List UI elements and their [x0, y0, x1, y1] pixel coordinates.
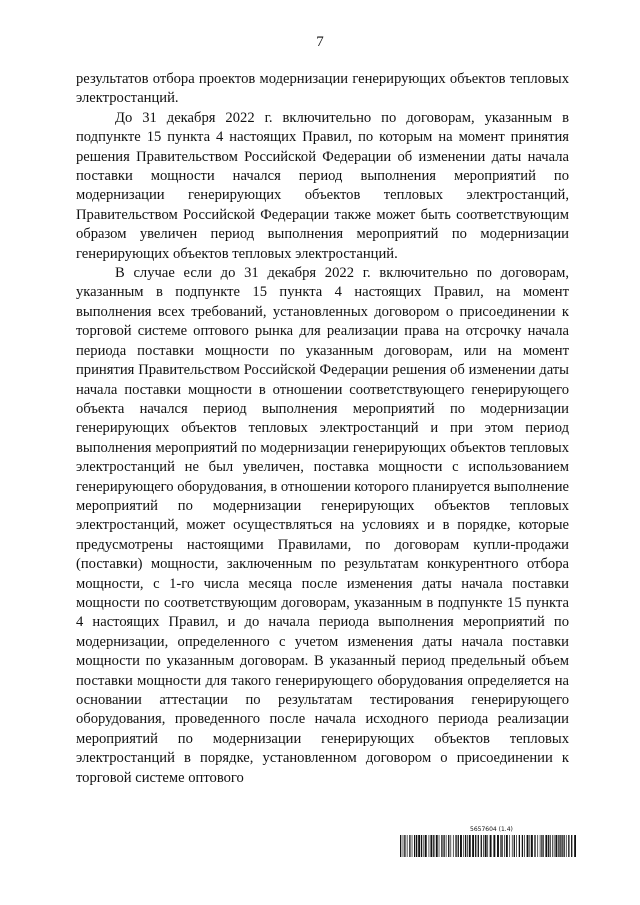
page-number: 7: [316, 34, 324, 50]
document-body: [76, 70, 569, 788]
paragraph-continuation: результатов отбора проектов модернизации генерирующих объектов тепловых электростанций.: [76, 71, 569, 107]
barcode-block: [400, 826, 576, 860]
barcode-caption: 5657604 (1.4): [470, 826, 513, 833]
paragraph: До 31 декабря 2022 г. включительно по договорам, указанным в подпункте 15 пункта 4 настоящих Правил, по которым на момент принятия решения Правительством Российской Федерации об изменении даты начала поставки мощности начался период выполнения мероприятий по модернизации генерирующих объектов тепловых электростанций, Правительством Российской Федерации также может быть соответствующим образом увеличен период выполнения мероприятий по модернизации генерирующих объектов тепловых электростанций.: [76, 109, 569, 262]
paragraph: В случае если до 31 декабря 2022 г. включительно по договорам, указанным в подпункте 15 пункта 4 настоящих Правил, на момент выполнения всех требований, установленных договором о присоединении к торговой системе оптового рынка для реализации права на отсрочку начала периода поставки мощности по указанным договорам, или на момент принятия Правительством Российской Федерации решения об изменении даты начала поставки мощности в отношении соответствующего генерирующего объекта начался период выполнения мероприятий по модернизации генерирующих объектов тепловых электростанций и при этом период выполнения мероприятий по модернизации генерирующих объектов тепловых электростанций не был увеличен, поставка мощности с использованием генерирующего оборудования, в отношении которого планируется выполнение мероприятий по модернизации генерирующих объектов тепловых электростанций, может осуществляться на условиях и в порядке, которые предусмотрены настоящими Правилами, по договорам купли-продажи (поставки) мощности, заключенным по результатам конкурентного отбора мощности, с 1-го числа месяца после изменения даты начала поставки мощности по соответствующим договорам, указанным в подпункте 15 пункта 4 настоящих Правил, и до начала периода выполнения мероприятий по модернизации, определенного с учетом изменения даты начала поставки мощности по указанным договорам. В указанный период предельный объем поставки мощности для такого генерирующего оборудования определяется на основании аттестации по результатам тестирования генерирующего оборудования, проведенного после начала исходного периода реализации мероприятий по модернизации генерирующих объектов тепловых электростанций в порядке, установленном договором о присоединении к торговой системе оптового: [76, 265, 569, 786]
barcode-icon: [400, 835, 576, 857]
